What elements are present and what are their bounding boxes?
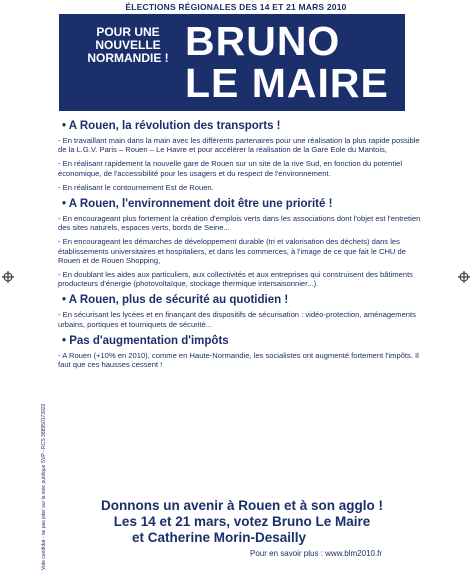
- candidate-name: [185, 20, 401, 104]
- tagline-line-2: NOUVELLE: [95, 38, 161, 52]
- section-paragraph: - En encourageant les démarches de développement durable (tri et valorisation des déchets) dans les établissements universitaires et hospitaliers, et dans les commerces, à l'image de ce que fait le CHU de Rouen et de Rouen Shopping,: [58, 237, 406, 265]
- tagline-line-1: POUR UNE: [96, 25, 160, 39]
- section-paragraph: - En réalisant rapidement la nouvelle gare de Rouen sur un site de la rive Sud, en fonction du potentiel économique, de l'accessibilité pour les usagers et du respect de l'environnement.: [58, 159, 403, 178]
- closing-line-3: et Catherine Morin-Desailly: [131, 530, 307, 545]
- section-title: • Pas d'augmentation d'impôts: [62, 334, 229, 347]
- election-header: ÉLECTIONS RÉGIONALES DES 14 ET 21 MARS 2010: [125, 2, 347, 12]
- section-paragraph: - En travaillant main dans la main avec les différents partenaires pour une réalisation la plus rapide possible de la L.G.V. Paris – Rouen – Le Havre et pour accélérer la réalisation de la Gare Eole du Mantois,: [58, 136, 420, 155]
- legal-note: Vote candidat - ne pas jeter sur la voie publique SVP - RCS 388950173022: [41, 403, 47, 570]
- section-paragraph: - En doublant les aides aux particuliers, aux collectivités et aux entreprises qui construisent des bâtiments producteurs d'énergie (photovoltaïque, stockage thermique intersaisonnier...).: [58, 270, 413, 289]
- section-securite: [58, 294, 430, 328]
- candidate-name-line-2: LE MAIRE: [185, 60, 389, 106]
- section-paragraph: - En réalisant le contournement Est de Rouen.: [58, 182, 214, 192]
- section-environnement: [58, 198, 430, 288]
- section-impots: [58, 335, 430, 369]
- tagline: [87, 26, 169, 65]
- candidate-name-line-1: BRUNO: [185, 18, 341, 64]
- closing-line-2: Les 14 et 21 mars, votez Bruno Le Maire: [113, 514, 371, 529]
- website-link[interactable]: Pour en savoir plus : www.blm2010.fr: [250, 549, 383, 558]
- candidate-banner: [59, 14, 405, 111]
- tagline-line-3: NORMANDIE !: [87, 51, 169, 65]
- section-paragraph: - En sécurisant les lycées et en finançant des dispositifs de sécurisation : vidéo-protection, aménagements urbains, portiques et tourniquets de sécurité...: [58, 310, 416, 329]
- section-title: • A Rouen, l'environnement doit être une priorité !: [62, 198, 333, 211]
- closing-message: [56, 498, 428, 546]
- program-content: [58, 120, 430, 375]
- section-transports: [58, 120, 430, 192]
- section-paragraph: - A Rouen (+10% en 2010), comme en Haute-Normandie, les socialistes ont augmenté fortement l'impôts. Il faut que ces hausses cessent !: [58, 350, 419, 370]
- closing-line-1: Donnons un avenir à Rouen et à son agglo !: [100, 498, 384, 513]
- registration-mark-left-icon: [2, 271, 14, 283]
- registration-mark-right-icon: [458, 271, 470, 283]
- section-paragraph: - En encourageant plus fortement la création d'emplois verts dans les associations dont l'objet est l'entretien des sites naturels, espaces verts, bords de Seine...: [58, 214, 421, 233]
- section-title: • A Rouen, plus de sécurité au quotidien !: [62, 294, 289, 307]
- section-title: • A Rouen, la révolution des transports !: [62, 120, 281, 132]
